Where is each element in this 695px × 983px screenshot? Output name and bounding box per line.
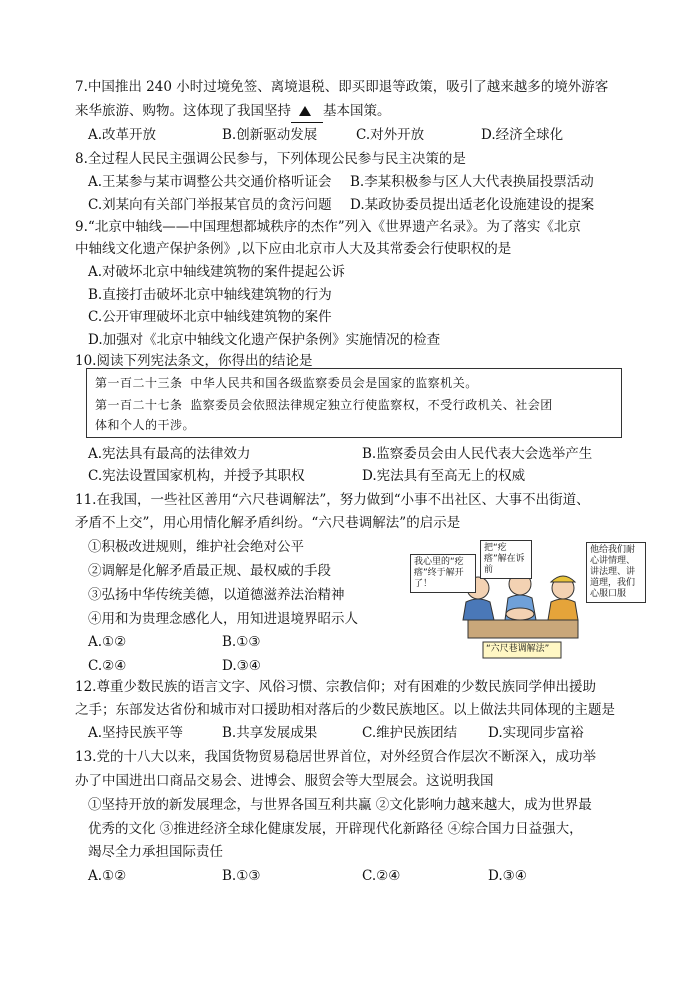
q12-option-b: B.共享发展成果	[222, 725, 318, 741]
q7-option-a: A.改革开放	[88, 127, 157, 143]
q11-item-1: ①积极改进规则，维护社会绝对公平	[88, 539, 304, 555]
q9-option-a: A.对破坏北京中轴线建筑物的案件提起公诉	[88, 264, 346, 280]
q7-stem-part-b: 基本国策。	[323, 103, 391, 119]
mediation-sign-text: “六尺巷调解法”	[486, 644, 550, 654]
q8-option-b: B.李某积极参与区人大代表换届投票活动	[350, 174, 594, 190]
q11-option-b: B.①③	[222, 634, 261, 650]
q13-stem-line2: 办了中国进出口商品交易会、进博会、服贸会等大型展会。这说明我国	[75, 773, 494, 789]
q10-stem: 10.阅读下列宪法条文，你得出的结论是	[75, 353, 313, 369]
q13-option-c: C.②④	[362, 868, 401, 884]
q13-items-line1: ①坚持开放的新发展理念，与世界各国互利共赢 ②文化影响力越来越大，成为世界最	[88, 797, 592, 813]
q9-option-b: B.直接打击破坏北京中轴线建筑物的行为	[88, 287, 332, 303]
speech-bubble-middle: 把“疙瘩”解在诉前	[480, 540, 532, 579]
triangle-icon	[299, 106, 311, 116]
speech-bubble-left: 我心里的“疙瘩”终于解开了！	[410, 554, 476, 593]
q10-option-a: A.宪法具有最高的法律效力	[88, 446, 251, 462]
excerpt-line3: 体和个人的干涉。	[95, 418, 196, 432]
q9-stem-line2: 中轴线文化遗产保护条例》,以下应由北京市人大及其常委会行使职权的是	[75, 241, 512, 257]
q11-option-c: C.②④	[88, 658, 127, 674]
q11-item-4: ④用和为贵理念感化人，用知进退境界昭示人	[88, 611, 358, 627]
q13-option-b: B.①③	[222, 868, 261, 884]
q13-stem-line1: 13.党的十八大以来，我国货物贸易稳居世界首位，对外经贸合作层次不断深入，成功举	[75, 749, 596, 765]
q8-option-d: D.某政协委员提出适老化设施建设的提案	[350, 197, 595, 213]
excerpt-line2: 第一百二十七条 监察委员会依照法律规定独立行使监察权，不受行政机关、社会团	[95, 398, 553, 412]
q10-option-d: D.宪法具有至高无上的权威	[362, 468, 526, 484]
q11-stem-line1: 11.在我国，一些社区善用“六尺巷调解法”，努力做到“小事不出社区、大事不出街道、	[75, 492, 590, 508]
speech-bubble-right: 他给我们耐心讲情理、讲法理、讲道理，我们心服口服	[586, 542, 646, 603]
q9-option-d: D.加强对《北京中轴线文化遗产保护条例》实施情况的检查	[88, 332, 441, 348]
q8-stem: 8.全过程人民民主强调公民参与，下列体现公民参与民主决策的是	[75, 151, 466, 167]
q12-stem-line2: 之手；东部发达省份和城市对口援助相对落后的少数民族地区。以上做法共同体现的主题是	[75, 702, 615, 718]
q11-item-2: ②调解是化解矛盾最正规、最权威的手段	[88, 563, 331, 579]
q7-option-c: C.对外开放	[356, 127, 425, 143]
q7-stem-line1: 7.中国推出 240 小时过境免签、离境退税、即买即退等政策，吸引了越来越多的境外游客	[75, 79, 609, 95]
q13-option-d: D.③④	[488, 868, 527, 884]
q7-stem-part-a: 来华旅游、购物。这体现了我国坚持	[75, 103, 291, 119]
q11-option-d: D.③④	[222, 658, 261, 674]
q7-answer-blank	[291, 100, 323, 123]
excerpt-line1: 第一百二十三条 中华人民共和国各级监察委员会是国家的监察机关。	[95, 376, 478, 390]
q7-option-d: D.经济全球化	[481, 127, 564, 143]
q8-option-a: A.王某参与某市调整公共交通价格听证会	[88, 174, 332, 190]
q12-stem-line1: 12.尊重少数民族的语言文字、风俗习惯、宗教信仰；对有困难的少数民族同学伸出援助	[75, 679, 596, 695]
constitution-excerpt-box	[86, 368, 622, 438]
q12-option-c: C.维护民族团结	[362, 725, 458, 741]
q7-stem-line2	[75, 100, 391, 123]
mediation-illustration	[408, 540, 648, 662]
q12-option-d: D.实现同步富裕	[488, 725, 584, 741]
q11-option-a: A.①②	[88, 634, 127, 650]
q10-option-b: B.监察委员会由人民代表大会选举产生	[362, 446, 593, 462]
q9-option-c: C.公开审理破坏北京中轴线建筑物的案件	[88, 309, 332, 325]
q13-items-line3: 竭尽全力承担国际责任	[88, 844, 223, 860]
q11-item-3: ③弘扬中华传统美德，以道德滋养法治精神	[88, 587, 345, 603]
q12-option-a: A.坚持民族平等	[88, 725, 184, 741]
q8-option-c: C.刘某向有关部门举报某官员的贪污问题	[88, 197, 332, 213]
q9-stem-line1: 9.“北京中轴线——中国理想都城秩序的杰作”列入《世界遗产名录》。为了落实《北京	[75, 219, 581, 235]
q7-option-b: B.创新驱动发展	[222, 127, 318, 143]
q10-option-c: C.宪法设置国家机构，并授予其职权	[88, 468, 305, 484]
q13-option-a: A.①②	[88, 868, 127, 884]
q13-items-line2: 优秀的文化 ③推进经济全球化健康发展，开辟现代化新路径 ④综合国力日益强大，	[88, 821, 583, 837]
q11-stem-line2: 矛盾不上交”，用心用情化解矛盾纠纷。“六尺巷调解法”的启示是	[75, 515, 461, 531]
